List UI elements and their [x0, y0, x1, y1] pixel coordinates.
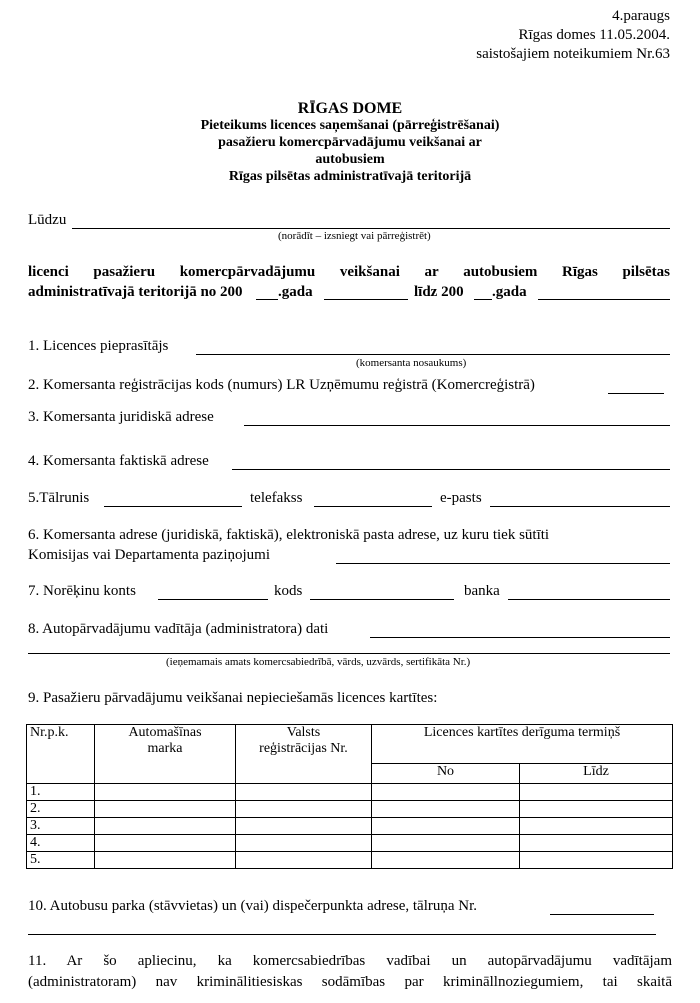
ludzu-field[interactable]	[72, 228, 670, 229]
fax-label: telefakss	[250, 490, 303, 506]
row-number: 1.	[27, 784, 95, 801]
field-10-label: 10. Autobusu parka (stāvvietas) un (vai) dispečerpunkta adrese, tālruņa Nr.	[28, 898, 478, 914]
registration-code-field[interactable]	[608, 393, 664, 394]
field-11-line-1: 11. Ar šo apliecinu, ka komercsabiedrības vadībai un autopārvadājumu vadītājam	[28, 953, 672, 969]
field-6-line-2: Komisijas vai Departamenta paziņojumi	[28, 547, 271, 563]
table-cell[interactable]	[372, 784, 520, 801]
field-1-hint: (komersanta nosaukums)	[356, 357, 467, 369]
word: ar	[424, 264, 439, 280]
table-cell[interactable]	[520, 852, 673, 869]
table-row	[27, 835, 673, 852]
code-label: kods	[274, 583, 303, 599]
word: Rīgas	[562, 264, 598, 280]
table-cell[interactable]	[520, 835, 673, 852]
licence-text-line-1	[28, 264, 670, 281]
table-row	[27, 784, 673, 801]
year-to-field[interactable]	[474, 299, 492, 300]
phone-label: 5.Tālrunis	[28, 490, 90, 506]
table-cell[interactable]	[95, 852, 236, 869]
regulation-ref-1: 4.paraugs	[612, 8, 670, 24]
lidz-label: līdz 200	[414, 284, 464, 300]
bus-park-address-field-2[interactable]	[28, 934, 656, 935]
document-subtitle-3: Rīgas pilsētas administratīvajā teritorijā	[228, 169, 472, 184]
row-number: 3.	[27, 818, 95, 835]
field-9-label: 9. Pasažieru pārvadājumu veikšanai nepieciešamās licences kartītes:	[28, 690, 438, 706]
table-cell[interactable]	[236, 801, 372, 818]
manager-data-field[interactable]	[370, 637, 670, 638]
date-from-field[interactable]	[324, 299, 408, 300]
notification-address-field[interactable]	[336, 563, 670, 564]
table-cell[interactable]	[236, 852, 372, 869]
table-cell[interactable]	[372, 852, 520, 869]
account-field[interactable]	[158, 599, 268, 600]
phone-field[interactable]	[104, 506, 242, 507]
table-cell[interactable]	[95, 784, 236, 801]
gada-label-2: .gada	[492, 284, 527, 300]
table-cell[interactable]	[236, 835, 372, 852]
field-4-label: 4. Komersanta faktiskā adrese	[28, 453, 209, 469]
document-subtitle-1: Pieteikums licences saņemšanai (pārreģistrēšanai)	[200, 118, 500, 133]
field-8-label: 8. Autopārvadājumu vadītāja (administratora) dati	[28, 621, 329, 637]
account-label: 7. Norēķinu konts	[28, 583, 136, 599]
document-title-block	[200, 100, 500, 185]
table-cell[interactable]	[95, 818, 236, 835]
email-label: e-pasts	[440, 490, 482, 506]
code-field[interactable]	[310, 599, 454, 600]
table-cell[interactable]	[95, 801, 236, 818]
regulation-ref-3: saistošajiem noteikumiem Nr.63	[476, 46, 670, 62]
bank-field[interactable]	[508, 599, 670, 600]
fax-field[interactable]	[314, 506, 432, 507]
applicant-field[interactable]	[196, 354, 670, 355]
field-11-line-2: (administratoram) nav kriminālitiesiskas sodāmības par krimināllnoziegumiem, tai skaitā	[28, 974, 672, 990]
word: autobusiem	[463, 264, 538, 280]
row-number: 2.	[27, 801, 95, 818]
ludzu-hint: (norādīt – izsniegt vai pārreģistrēt)	[278, 230, 431, 242]
gada-label-1: .gada	[278, 284, 313, 300]
field-1-label: 1. Licences pieprasītājs	[28, 338, 169, 354]
word: veikšanai	[339, 264, 400, 280]
field-8-hint: (ieņemamais amats komercsabiedrībā, vārds, uzvārds, sertifikāta Nr.)	[166, 656, 471, 668]
field-6-line-1: 6. Komersanta adrese (juridiskā, faktiskā), elektroniskā pasta adrese, uz kuru tiek sūtīti	[28, 527, 550, 543]
email-field[interactable]	[490, 506, 670, 507]
row-number: 5.	[27, 852, 95, 869]
licence-cards-table	[26, 724, 673, 869]
date-to-field[interactable]	[538, 299, 670, 300]
ludzu-label: Lūdzu	[28, 212, 67, 228]
table-cell[interactable]	[520, 801, 673, 818]
word: pasažieru	[93, 264, 156, 280]
col-header-marka: Automašīnas marka	[95, 725, 236, 784]
manager-data-field-2[interactable]	[28, 653, 670, 654]
field-11-text	[28, 951, 672, 993]
table-cell[interactable]	[372, 835, 520, 852]
word: licenci	[28, 264, 69, 280]
table-row	[27, 852, 673, 869]
word: komercpārvadājumu	[179, 264, 316, 280]
document-title: RĪGAS DOME	[297, 100, 403, 117]
col-header-term: Licences kartītes derīguma termiņš	[372, 725, 673, 764]
table-cell[interactable]	[236, 818, 372, 835]
regulation-ref-2: Rīgas domes 11.05.2004.	[518, 27, 670, 43]
table-row	[27, 801, 673, 818]
col-header-lidz: Līdz	[520, 764, 673, 784]
col-header-reg: Valsts reģistrācijas Nr.	[236, 725, 372, 784]
table-cell[interactable]	[95, 835, 236, 852]
table-cell[interactable]	[236, 784, 372, 801]
word: pilsētas	[622, 264, 670, 280]
bank-label: banka	[464, 583, 500, 599]
table-cell[interactable]	[372, 801, 520, 818]
bus-park-address-field[interactable]	[550, 914, 654, 915]
table-cell[interactable]	[520, 818, 673, 835]
table-cell[interactable]	[520, 784, 673, 801]
col-header-no: No	[372, 764, 520, 784]
year-from-field[interactable]	[256, 299, 278, 300]
actual-address-field[interactable]	[232, 469, 670, 470]
table-row	[27, 818, 673, 835]
document-subtitle-2: pasažieru komercpārvadājumu veikšanai ar autobusiem	[218, 135, 482, 167]
field-2-label: 2. Komersanta reģistrācijas kods (numurs) LR Uzņēmumu reģistrā (Komercreģistrā)	[28, 377, 535, 393]
licence-text-line-2a: administratīvajā teritorijā no 200	[28, 284, 243, 300]
col-header-nr: Nr.p.k.	[27, 725, 95, 784]
table-cell[interactable]	[372, 818, 520, 835]
row-number: 4.	[27, 835, 95, 852]
field-3-label: 3. Komersanta juridiskā adrese	[28, 409, 214, 425]
legal-address-field[interactable]	[244, 425, 670, 426]
